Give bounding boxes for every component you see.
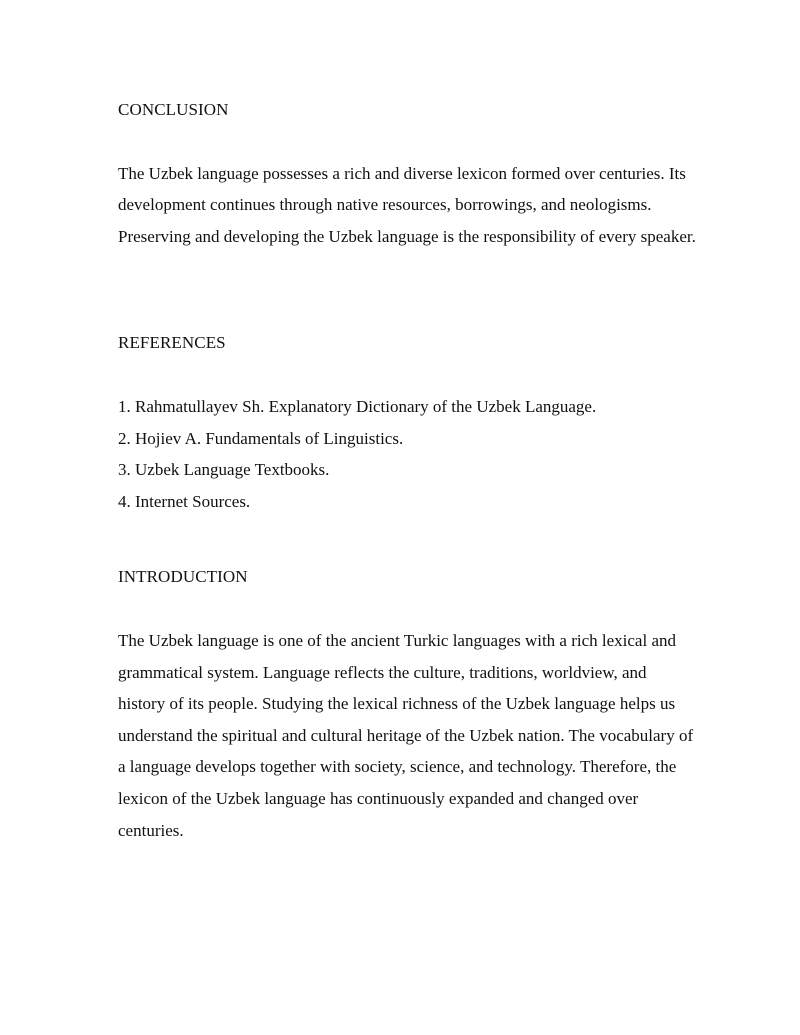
- reference-item: 2. Hojiev A. Fundamentals of Linguistics.: [118, 428, 404, 448]
- conclusion-heading: CONCLUSION: [118, 100, 229, 119]
- reference-item: 1. Rahmatullayev Sh. Explanatory Dictionary of the Uzbek Language.: [118, 396, 597, 416]
- references-heading: REFERENCES: [118, 333, 226, 353]
- reference-item: 3. Uzbek Language Textbooks.: [118, 460, 330, 480]
- introduction-paragraph: The Uzbek language is one of the ancient Turkic languages with a rich lexical and grammatical system. Language reflects the culture, traditions, worldview, and history of its people. Studying the lexical richness of the Uzbek language helps us understand the spiritual and cultural heritage of the Uzbek nation. The vocabulary of a language develops together with society, science, and technology. Therefore, the lexicon of the Uzbek language has continuously expanded and changed over centuries.: [118, 630, 694, 840]
- conclusion-paragraph: The Uzbek language possesses a rich and diverse lexicon formed over centuries. Its development continues through native resources, borrowings, and neologisms. Preserving and developing the Uzbek language is the responsibility of every speaker.: [118, 163, 696, 246]
- introduction-heading: INTRODUCTION: [118, 567, 248, 587]
- references-list: [118, 391, 698, 517]
- reference-item: 4. Internet Sources.: [118, 491, 251, 511]
- document-body: [118, 94, 698, 846]
